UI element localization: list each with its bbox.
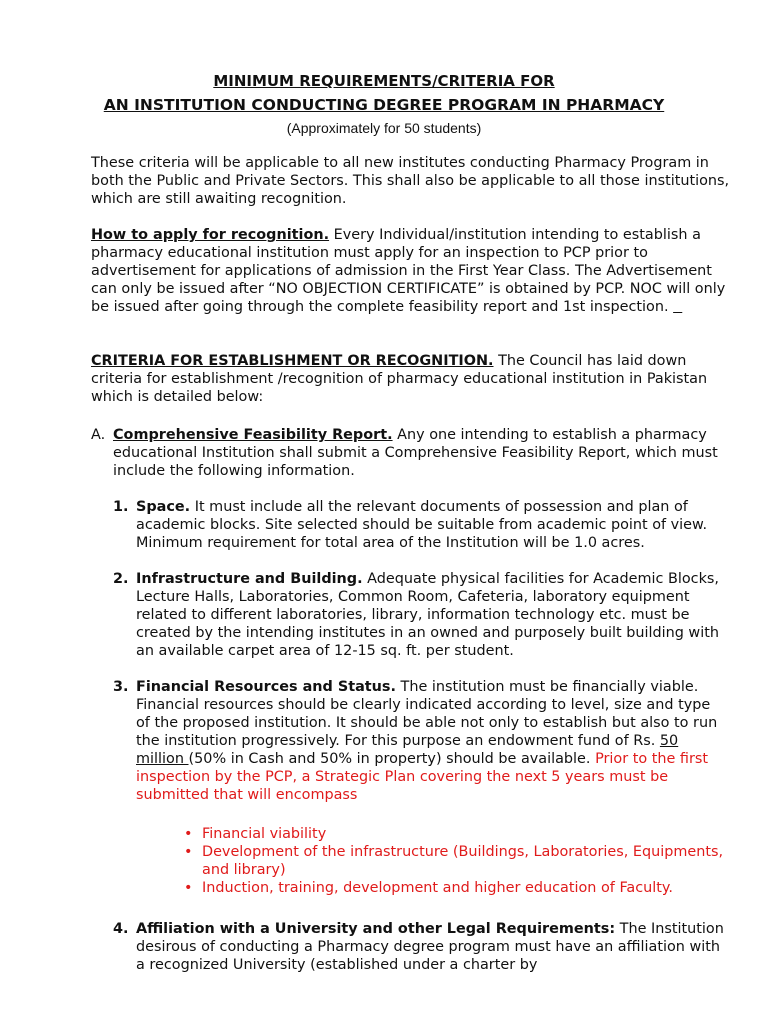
item-2-text: Adequate physical facilities for Academic Blocks, Lecture Halls, Laboratories, Common Room, Cafeteria, laboratory equipment related to different laboratories, library, information technology etc. must be created by the intending institutes in an owned and purposely built building with an available carpet area of 12-15 sq. ft. per student. — [136, 571, 719, 659]
item-1-text: It must include all the relevant documents of possession and plan of academic blocks. Site selected should be suitable from academic point of view. Minimum requirement for total area of the Institution will be 1.0 acres. — [136, 499, 708, 551]
title-line-1: MINIMUM REQUIREMENTS/CRITERIA FOR — [213, 72, 555, 90]
apply-paragraph — [91, 226, 731, 316]
strategic-plan-bullet-list — [180, 825, 740, 897]
bullet-icon: • — [184, 880, 193, 896]
subtitle: (Approximately for 50 students) — [286, 120, 482, 136]
item-4-heading: Affiliation with a University and other Legal Requirements: — [136, 921, 616, 937]
item-4-number: 4. — [113, 921, 129, 937]
item-3-heading: Financial Resources and Status. — [136, 679, 396, 695]
bullet-icon: • — [184, 844, 193, 860]
bullet-text: Development of the infrastructure (Buildings, Laboratories, Equipments, and library) — [202, 844, 724, 878]
item-2-heading: Infrastructure and Building. — [136, 571, 363, 587]
title-line-2: AN INSTITUTION CONDUCTING DEGREE PROGRAM IN PHARMACY — [103, 96, 665, 114]
section-a-marker: A. — [91, 427, 106, 443]
section-a-paragraph — [113, 426, 723, 480]
item-3-red-text: Prior to the first inspection by the PCP, a Strategic Plan covering the next 5 years must be submitted that will encompass — [136, 751, 709, 803]
section-a-text: Any one intending to establish a pharmacy educational Institution shall submit a Comprehensive Feasibility Report, which must include the following information. — [113, 427, 718, 479]
criteria-text: The Council has laid down criteria for establishment /recognition of pharmacy educational institution in Pakistan which is detailed below: — [91, 353, 708, 405]
bullet-icon: • — [184, 826, 193, 842]
apply-heading: How to apply for recognition. — [91, 227, 330, 243]
list-item — [180, 843, 740, 879]
item-4-paragraph — [136, 920, 726, 974]
item-3-number: 3. — [113, 679, 129, 695]
item-1-paragraph — [136, 498, 726, 552]
item-1-heading: Space. — [136, 499, 191, 515]
intro-paragraph: These criteria will be applicable to all new institutes conducting Pharmacy Program in both the Public and Private Sectors. This shall also be applicable to all those institutions, which are still awaiting recognition. — [91, 155, 730, 207]
bullet-text: Induction, training, development and higher education of Faculty. — [202, 880, 673, 896]
item-1-number: 1. — [113, 499, 129, 515]
trailing-underscore — [673, 299, 682, 315]
criteria-heading: CRITERIA FOR ESTABLISHMENT OR RECOGNITION. — [91, 353, 494, 369]
bullet-text: Financial viability — [202, 826, 327, 842]
apply-text: Every Individual/institution intending to establish a pharmacy educational institution must apply for an inspection to PCP prior to advertisement for applications of admission in the First Year Class. The Advertisement can only be issued after “NO OBJECTION CERTIFICATE” is obtained by PCP. NOC will only be issued after going through the complete feasibility report and 1st inspection. — [91, 227, 726, 315]
item-3-paragraph — [136, 678, 726, 804]
item-3-underlined-amount: 50 million — [136, 733, 679, 767]
list-item — [180, 879, 740, 897]
section-a-heading: Comprehensive Feasibility Report. — [113, 427, 393, 443]
item-4-text: The Institution desirous of conducting a Pharmacy degree program must have an affiliation with a recognized University (established under a charter by — [136, 921, 724, 973]
list-item — [180, 825, 740, 843]
item-2-number: 2. — [113, 571, 129, 587]
criteria-paragraph — [91, 352, 731, 406]
item-2-paragraph — [136, 570, 726, 660]
item-3-text-after: (50% in Cash and 50% in property) should be available. — [188, 751, 596, 767]
item-3-text-before: The institution must be financially viable. Financial resources should be clearly indicated according to level, size and type of the proposed institution. It should be able not only to establish but also to run the institution progressively. For this purpose an endowment fund of Rs. — [136, 679, 718, 749]
